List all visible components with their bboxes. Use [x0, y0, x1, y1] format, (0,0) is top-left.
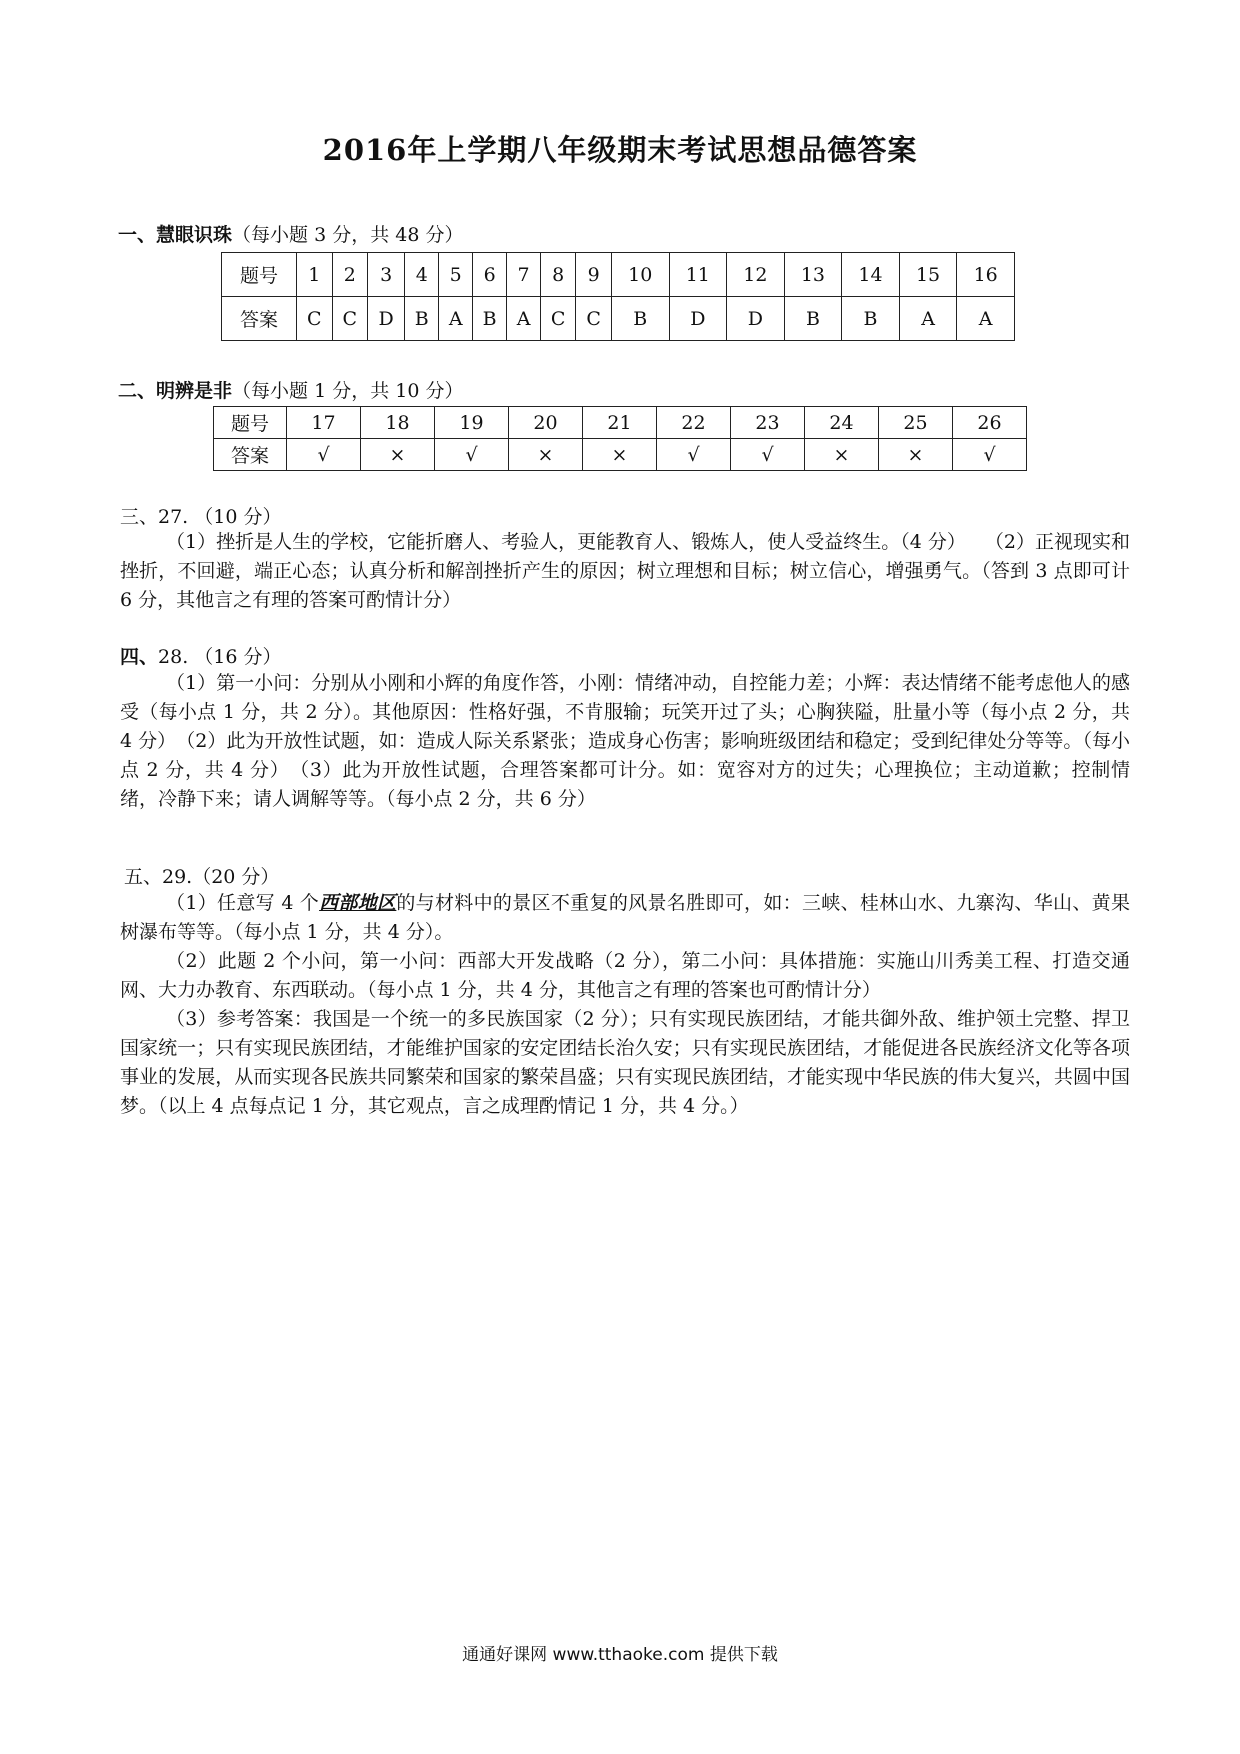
question-number-cell: 9 — [576, 253, 612, 297]
question-number-cell: 18 — [361, 407, 435, 439]
section5-part1-term: 西部地区 — [319, 892, 397, 914]
question-number-cell: 24 — [805, 407, 879, 439]
section2-score: （每小题 1 分，共 10 分） — [232, 380, 464, 402]
question-number-cell: 22 — [657, 407, 731, 439]
question-number-cell: 14 — [842, 253, 900, 297]
page-title: 2016年上学期八年级期末考试思想品德答案 — [322, 133, 918, 167]
answer-cell: B — [842, 297, 900, 341]
section5-heading: 五、29.（20 分） — [124, 866, 280, 888]
question-number-cell: 12 — [727, 253, 785, 297]
section2-answer-table — [213, 406, 1027, 471]
answer-cell: × — [879, 439, 953, 471]
section1-heading — [118, 220, 463, 247]
answer-cell: × — [361, 439, 435, 471]
section5-answers — [120, 889, 1130, 1121]
answer-cell: A — [439, 297, 473, 341]
question-number-cell: 3 — [368, 253, 405, 297]
answer-cell: B — [784, 297, 842, 341]
answer-cell: C — [297, 297, 333, 341]
section1-name: 慧眼识珠 — [156, 224, 233, 246]
row-label-answer: 答案 — [214, 439, 287, 471]
answer-cell: D — [727, 297, 785, 341]
answer-cell: × — [805, 439, 879, 471]
question-number-cell: 1 — [297, 253, 333, 297]
question-number-cell: 17 — [287, 407, 361, 439]
section5-part3: （3）参考答案：我国是一个统一的多民族国家（2 分）；只有实现民族团结，才能共御外敌、维护领土完整、捍卫国家统一；只有实现民族团结，才能维护国家的安定团结长治久安；只有实现民族团结，才能促进各民族经济文化等各项事业的发展，从而实现各民族共同繁荣和国家的繁荣昌盛；只有实现民族团结，才能实现中华民族的伟大复兴，共圆中国梦。（以上 4 点每点记 1 分，其它观点，言之成理酌情记 1 分，共 4 分。） — [120, 1008, 1130, 1117]
question-number-cell: 2 — [332, 253, 368, 297]
question-number-cell: 23 — [731, 407, 805, 439]
section2-number: 二、 — [118, 380, 157, 402]
answer-cell: B — [473, 297, 507, 341]
answer-cell: B — [611, 297, 669, 341]
answer-cell: × — [509, 439, 583, 471]
question-number-cell: 26 — [953, 407, 1027, 439]
section3-heading: 三、27. （10 分） — [120, 506, 282, 528]
question-number-cell: 19 — [435, 407, 509, 439]
row-label-answer: 答案 — [222, 297, 297, 341]
question-number-cell: 25 — [879, 407, 953, 439]
question-number-cell: 7 — [507, 253, 541, 297]
section4-question: 28. （16 分） — [158, 646, 282, 668]
section1-number: 一、 — [118, 224, 157, 246]
section4-number: 四、 — [120, 646, 159, 668]
section4-answer: （1）第一小问：分别从小刚和小辉的角度作答，小刚：情绪冲动，自控能力差；小辉：表达情绪不能考虑他人的感受（每小点 1 分，共 2 分）。其他原因：性格好强，不肯服输；玩笑开过了头；心胸狭隘，肚量小等（每小点 2 分，共 4 分） （2）此为开放性试题，如：造成人际关系紧张；造成身心伤害；影响班级团结和稳定；受到纪律处分等等。（每小点 2 分，共 4 分） （3）此为开放性试题，合理答案都可计分。如：宽容对方的过失；心理换位；主动道歉；控制情绪，冷静下来；请人调解等等。（每小点 2 分，共 6 分） — [120, 672, 1130, 810]
question-number-cell: 13 — [784, 253, 842, 297]
answer-cell: D — [368, 297, 405, 341]
answer-cell: √ — [435, 439, 509, 471]
question-number-cell: 20 — [509, 407, 583, 439]
answer-cell: √ — [287, 439, 361, 471]
section5-part1 — [120, 889, 1130, 947]
question-number-cell: 15 — [899, 253, 957, 297]
section5-part1-text-a: （1）任意写 4 个 — [166, 892, 320, 914]
question-number-cell: 21 — [583, 407, 657, 439]
question-number-cell: 10 — [611, 253, 669, 297]
section5-part2: （2）此题 2 个小问，第一小问：西部大开发战略（2 分），第二小问：具体措施：实施山川秀美工程、打造交通网、大力办教育、东西联动。（每小点 1 分，共 4 分，其他言之有理的答案也可酌情计分） — [120, 950, 1130, 1001]
answer-cell: √ — [731, 439, 805, 471]
section5-part1-text-b: 的与材料中的景区不重复的风景名胜即可，如：三峡、桂林山水、九寨沟、华山、黄果树瀑布等等。（每小点 1 分，共 4 分）。 — [120, 892, 1130, 943]
answer-cell: A — [957, 297, 1015, 341]
question-number-cell: 5 — [439, 253, 473, 297]
row-label-question: 题号 — [222, 253, 297, 297]
question-number-cell: 11 — [669, 253, 727, 297]
answer-cell: B — [405, 297, 439, 341]
section1-answer-table — [221, 252, 1015, 341]
section3-answer: （1）挫折是人生的学校，它能折磨人、考验人，更能教育人、锻炼人，使人受益终生。（4 分） （2）正视现实和挫折，不回避，端正心态；认真分析和解剖挫折产生的原因；树立理想和目标；树立信心，增强勇气。（答到 3 点即可计 6 分，其他言之有理的答案可酌情计分） — [120, 531, 1130, 611]
answer-cell: D — [669, 297, 727, 341]
question-number-cell: 6 — [473, 253, 507, 297]
page-footer: 通通好课网 www.tthaoke.com 提供下载 — [462, 1645, 778, 1665]
answer-cell: A — [507, 297, 541, 341]
question-number-cell: 8 — [540, 253, 576, 297]
section2-heading — [118, 376, 463, 403]
section1-score: （每小题 3 分，共 48 分） — [232, 224, 464, 246]
question-number-cell: 16 — [957, 253, 1015, 297]
answer-cell: × — [583, 439, 657, 471]
answer-cell: √ — [657, 439, 731, 471]
section4-heading — [120, 642, 282, 669]
question-number-cell: 4 — [405, 253, 439, 297]
answer-cell: A — [899, 297, 957, 341]
answer-cell: C — [576, 297, 612, 341]
answer-cell: √ — [953, 439, 1027, 471]
answer-cell: C — [540, 297, 576, 341]
section2-name: 明辨是非 — [156, 380, 233, 402]
row-label-question: 题号 — [214, 407, 287, 439]
answer-cell: C — [332, 297, 368, 341]
